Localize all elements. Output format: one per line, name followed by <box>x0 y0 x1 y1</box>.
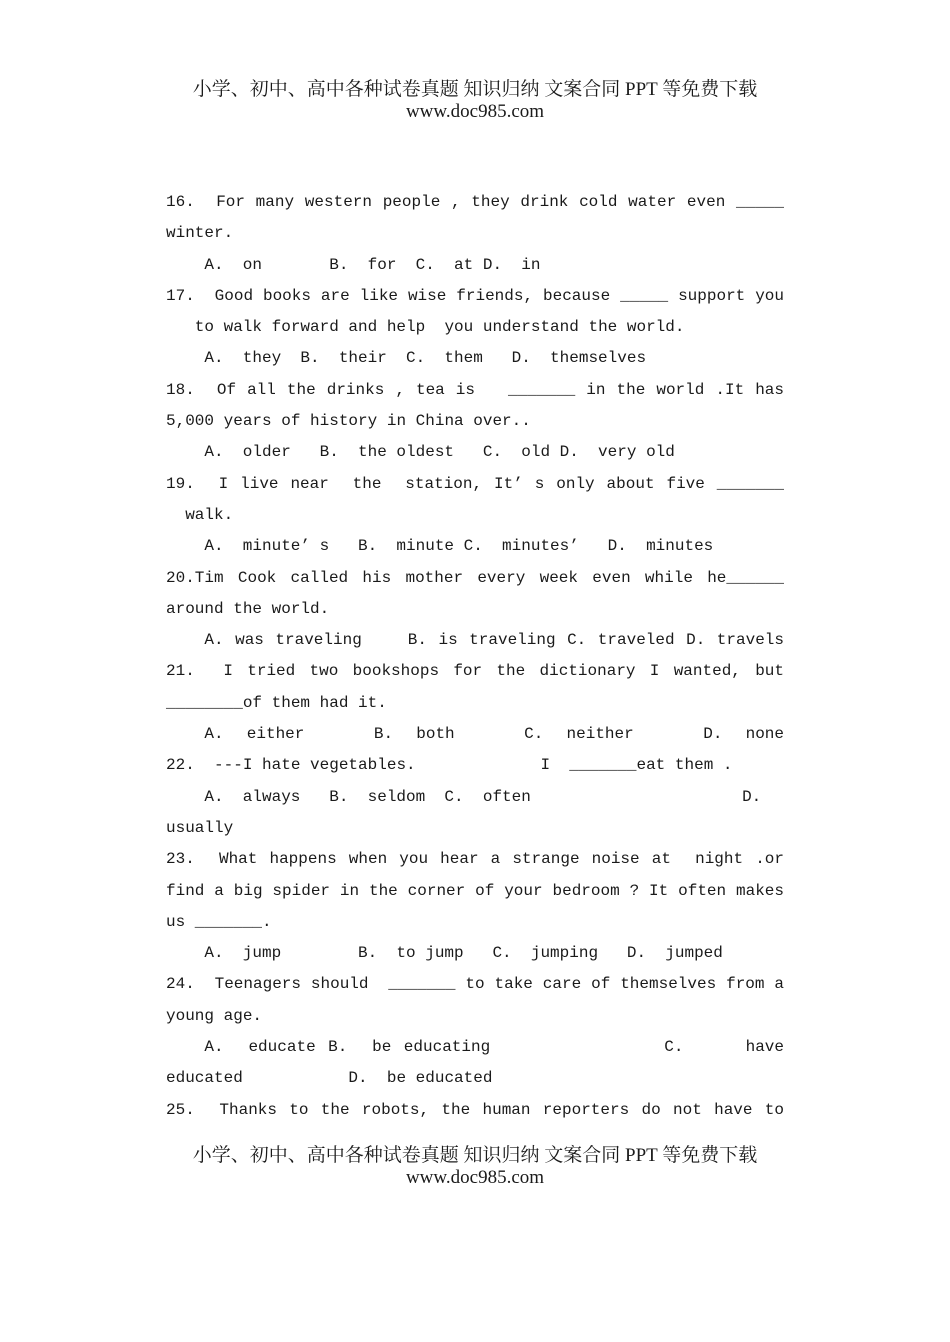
text-line: to walk forward and help you understand the world. <box>194 318 685 337</box>
header-site-url: www.doc985.com <box>405 101 545 122</box>
question-list <box>166 187 784 1126</box>
text-line: find a big spider in the corner of your bedroom ? It often makes <box>166 881 784 900</box>
text-line: A. older B. the oldest C. old D. very old <box>204 443 675 462</box>
footer-banner-text: 小学、初中、高中各种试卷真题 知识归纳 文案合同 PPT 等免费下载 <box>192 1145 758 1166</box>
text-line: A. on B. for C. at D. in <box>204 255 541 274</box>
text-line: A. was traveling B. is traveling C. traveled D. travels <box>204 631 784 650</box>
text-line: 17. Good books are like wise friends, because _____ support you <box>166 286 784 305</box>
text-line: walk. <box>185 505 234 524</box>
header-banner <box>0 79 950 123</box>
text-line: A. jump B. to jump C. jumping D. jumped <box>204 944 723 963</box>
text-line: 16. For many western people , they drink cold water even _____ <box>166 193 784 211</box>
header-banner-text: 小学、初中、高中各种试卷真题 知识归纳 文案合同 PPT 等免费下载 <box>192 79 758 100</box>
text-line: 21. I tried two bookshops for the dictionary I wanted, but <box>166 662 784 681</box>
text-line: usually <box>166 818 234 837</box>
text-line: 23. What happens when you hear a strange noise at night .or <box>166 850 784 869</box>
text-line: 22. ---I hate vegetables. I _______eat them . <box>166 756 733 775</box>
text-line: young age. <box>166 1006 263 1025</box>
text-line: 20.Tim Cook called his mother every week even while he______ <box>166 568 784 587</box>
text-line: 5,000 years of history in China over.. <box>166 412 531 431</box>
text-line: ________of them had it. <box>166 693 387 712</box>
text-line: 19. I live near the station, It’ s only about five _______ <box>166 474 784 493</box>
text-line: 25. Thanks to the robots, the human reporters do not have to <box>166 1100 784 1119</box>
text-line: A. always B. seldom C. often D. <box>204 787 762 806</box>
text-line: educated D. be educated <box>166 1069 493 1088</box>
text-line: 24. Teenagers should _______ to take care of themselves from a <box>166 975 784 994</box>
text-line: A. educate B. be educating C. have <box>204 1038 784 1057</box>
text-line: A. they B. their C. them D. themselves <box>204 349 647 368</box>
text-line: A. either B. both C. neither D. none <box>204 725 784 744</box>
footer-site-url: www.doc985.com <box>405 1167 545 1188</box>
text-line: 18. Of all the drinks , tea is _______ in the world .It has <box>166 380 784 399</box>
text-line: A. minute’ s B. minute C. minutes’ D. minutes <box>204 537 714 556</box>
text-line: us _______. <box>166 912 272 931</box>
text-line: winter. <box>166 224 234 243</box>
text-line: around the world. <box>166 599 330 618</box>
footer-banner <box>0 1145 950 1189</box>
